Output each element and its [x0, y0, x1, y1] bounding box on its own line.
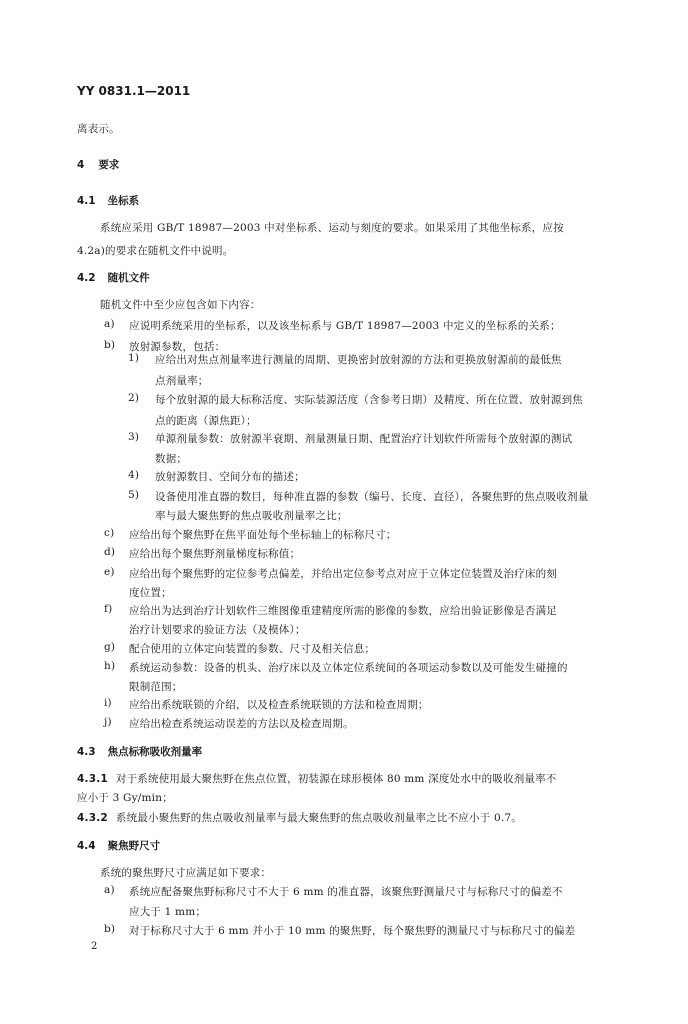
list-marker: i) — [104, 697, 112, 709]
list-item: 应给出系统联锁的介绍，以及检查系统联锁的方法和检查周期； — [129, 699, 429, 711]
section-title: 坐标系 — [107, 195, 140, 207]
section-number: 4.1 — [77, 195, 96, 207]
list-marker: g) — [104, 641, 116, 653]
list-item: 系统应配备聚焦野标称尺寸不大于 6 mm 的准直器，该聚焦野测量尺寸与标称尺寸的偏差不 — [129, 886, 563, 898]
sub-marker: 1) — [128, 352, 140, 364]
section-number: 4.3 — [77, 746, 96, 758]
list-item: 应给出为达到治疗计划软件三维图像重建精度所需的影像的参数，应给出验证影像是否满足 — [129, 605, 557, 617]
sub-item: 放射源数目、空间分布的描述； — [155, 471, 305, 483]
page-number: 2 — [91, 941, 98, 952]
list-marker: d) — [104, 546, 116, 558]
clause-4-3-1 — [77, 771, 557, 786]
clause-text: 系统最小聚焦野的焦点吸收剂量率与最大聚焦野的焦点吸收剂量率之比不应小于 0.7。 — [115, 812, 522, 824]
sub-item: 设备使用准直器的数目，每种准直器的参数（编号、长度、直径），各聚焦野的焦点吸收剂量 — [155, 491, 589, 503]
sub-item: 每个放射源的最大标称活度、实际装源活度（含参考日期）及精度、所在位置、放射源到焦 — [155, 394, 583, 406]
sub-marker: 5) — [128, 489, 140, 501]
sub-item-cont: 率与最大聚焦野的焦点吸收剂量率之比； — [155, 510, 348, 522]
clause-number: 4.3.1 — [77, 773, 108, 785]
sub-item: 应给出对焦点剂量率进行测量的周期、更换密封放射源的方法和更换放射源前的最低焦 — [155, 354, 562, 366]
list-marker: j) — [104, 716, 112, 728]
section-title: 随机文件 — [107, 272, 150, 284]
section-number: 4 — [77, 159, 85, 171]
section-title: 焦点标称吸收剂量率 — [107, 746, 203, 758]
list-marker: a) — [104, 884, 115, 896]
section-4-2-heading — [77, 270, 150, 285]
continuation-text: 离表示。 — [77, 123, 120, 135]
section-4-3-heading — [77, 744, 202, 759]
list-marker: f) — [104, 603, 113, 615]
list-item: 应说明系统采用的坐标系，以及该坐标系与 GB/T 18987—2003 中定义的坐标系的关系； — [129, 320, 561, 332]
list-item: 应给出检查系统运动误差的方法以及检查周期。 — [129, 718, 354, 730]
section-title: 聚焦野尺寸 — [107, 840, 161, 852]
paragraph-line: 4.2a)的要求在随机文件中说明。 — [77, 245, 234, 257]
list-marker: e) — [104, 566, 115, 578]
sub-item-cont: 数据； — [155, 453, 188, 465]
list-item-cont: 应大于 1 mm； — [129, 906, 207, 918]
list-marker: b) — [104, 923, 116, 935]
list-item: 应给出每个聚焦野剂量梯度标称值； — [129, 548, 301, 560]
clause-cont: 应小于 3 Gy/min； — [77, 792, 173, 804]
sub-item-cont: 点的距离（源焦距）； — [155, 415, 257, 427]
sub-marker: 3) — [128, 431, 140, 443]
sub-item-cont: 点剂量率； — [155, 375, 209, 387]
list-item: 系统运动参数：设备的机头、治疗床以及立体定位系统间的各项运动参数以及可能发生碰撞的 — [129, 662, 568, 674]
list-item-cont: 治疗计划要求的验证方法（及模体）； — [129, 624, 306, 636]
sub-marker: 4) — [128, 469, 140, 481]
clause-text: 对于系统使用最大聚焦野在焦点位置，初装源在球形模体 80 mm 深度处水中的吸收剂量率不 — [115, 773, 557, 785]
section-number: 4.2 — [77, 272, 96, 284]
clause-number: 4.3.2 — [77, 812, 108, 824]
list-marker: a) — [104, 318, 115, 330]
section-title: 要求 — [98, 159, 120, 171]
sub-item: 单源剂量参数：放射源半衰期、剂量测量日期、配置治疗计划软件所需每个放射源的测试 — [155, 433, 573, 445]
paragraph-line: 系统应采用 GB/T 18987—2003 中对坐标系、运动与刻度的要求。如果采用了其他坐标系，应按 — [100, 222, 564, 234]
paragraph-line: 随机文件中至少应包含如下内容： — [100, 299, 261, 311]
section-number: 4.4 — [77, 840, 96, 852]
list-item: 对于标称尺寸大于 6 mm 并小于 10 mm 的聚焦野，每个聚焦野的测量尺寸与标称尺寸的偏差 — [129, 925, 576, 937]
list-marker: b) — [104, 339, 116, 351]
list-item: 应给出每个聚焦野的定位参考点偏差，并给出定位参考点对应于立体定位装置及治疗床的刻 — [129, 568, 557, 580]
clause-4-3-2 — [77, 810, 522, 825]
list-item: 放射源参数，包括： — [129, 341, 226, 353]
list-item: 应给出每个聚焦野在焦平面处每个坐标轴上的标称尺寸； — [129, 529, 397, 541]
list-marker: c) — [104, 527, 115, 539]
section-4-4-heading — [77, 838, 160, 853]
list-marker: h) — [104, 660, 116, 672]
list-item: 配合使用的立体定向装置的参数、尺寸及相关信息； — [129, 643, 376, 655]
standard-id: YY 0831.1—2011 — [77, 84, 191, 98]
paragraph-line: 系统的聚焦野尺寸应满足如下要求： — [100, 867, 272, 879]
list-item-cont: 限制范围； — [129, 681, 183, 693]
list-item-cont: 度位置； — [129, 587, 172, 599]
section-4-heading — [77, 157, 119, 172]
sub-marker: 2) — [128, 392, 140, 404]
section-4-1-heading — [77, 193, 139, 208]
